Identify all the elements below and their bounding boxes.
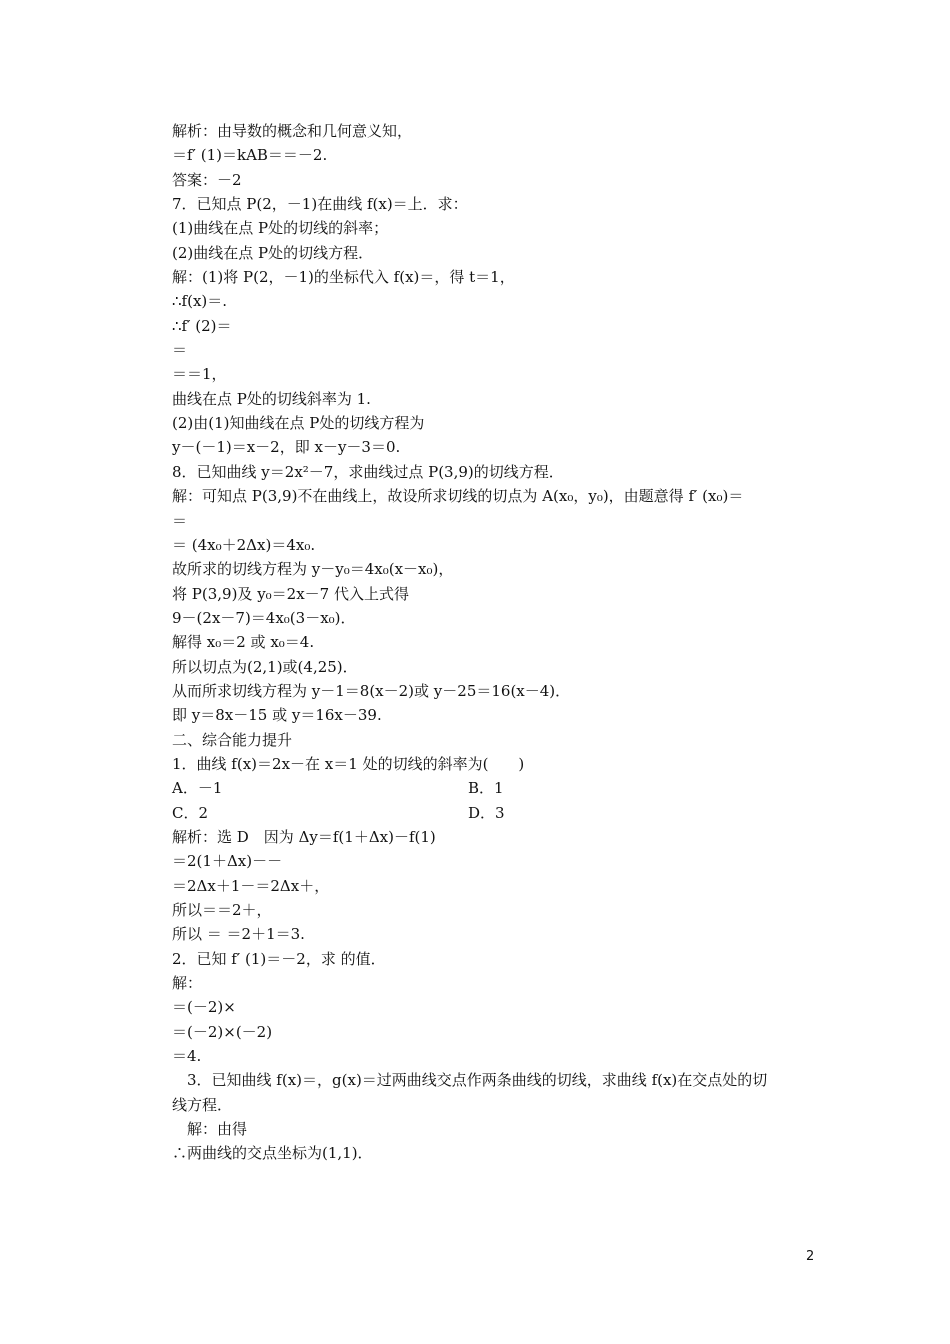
text-line: 将 P(3,9)及 y₀＝2x－7 代入上式得	[172, 584, 409, 603]
text-line: ∴f′ (2)＝	[172, 316, 232, 335]
option-a: A．－1	[172, 779, 223, 798]
text-line: ＝4.	[172, 1047, 202, 1066]
text-line: ＝(－2)×	[172, 998, 236, 1017]
text-line: ∴f(x)＝.	[172, 292, 228, 311]
page-number: 2	[806, 1249, 815, 1264]
text-line: 所以切点为(2,1)或(4,25)．	[172, 657, 358, 676]
text-line: ＝	[172, 511, 188, 530]
text-line: 解：	[172, 974, 203, 993]
text-line: ＝f′ (1)＝kAB＝＝－2.	[172, 146, 328, 165]
text-line: ＝2Δx＋1－＝2Δx＋，	[172, 876, 330, 895]
option-c: C．2	[172, 803, 209, 822]
text-line: 所以＝＝2＋，	[172, 901, 272, 919]
text-line: 解析：选 D 因为 Δy＝f(1＋Δx)－f(1)	[172, 827, 436, 846]
question-1: 1．曲线 f(x)＝2x－在 x＝1 处的切线的斜率为( )	[172, 754, 525, 773]
options-row-1	[172, 776, 822, 800]
section-heading: 二、综合能力提升	[172, 730, 293, 749]
text-line: ＝	[172, 341, 188, 360]
text-line: ∴两曲线的交点坐标为(1,1)．	[172, 1144, 373, 1163]
text-line: 解：由得	[172, 1120, 248, 1139]
text-line: 解析：由导数的概念和几何意义知，	[172, 122, 413, 140]
text-line: 答案：－2	[172, 170, 242, 189]
problem-8-title: 8．已知曲线 y＝2x²－7，求曲线过点 P(3,9)的切线方程．	[172, 462, 564, 481]
text-line: (2)由(1)知曲线在点 P处的切线方程为	[172, 414, 425, 433]
option-b: B．1	[468, 779, 504, 798]
page-content	[172, 119, 822, 1166]
question-2: 2．已知 f′ (1)＝－2，求 的值．	[172, 949, 386, 968]
question-3: 3．已知曲线 f(x)＝，g(x)＝过两曲线交点作两条曲线的切线，求曲线 f(x)在交点处的切	[172, 1071, 768, 1090]
text-line: (1)曲线在点 P处的切线的斜率；	[172, 219, 389, 238]
text-line: ＝2(1＋Δx)－－	[172, 852, 283, 871]
text-line: ＝ (4x₀＋2Δx)＝4x₀.	[172, 535, 316, 554]
problem-7-title: 7．已知点 P(2，－1)在曲线 f(x)＝上．求：	[172, 195, 468, 214]
text-line: 故所求的切线方程为 y－y₀＝4x₀(x－x₀)，	[172, 560, 454, 579]
text-line: 线方程．	[172, 1095, 233, 1114]
text-line: (2)曲线在点 P处的切线方程．	[172, 243, 374, 262]
text-line: y－(－1)＝x－2，即 x－y－3＝0.	[172, 438, 401, 457]
options-row-2	[172, 801, 822, 825]
text-line: 所以 ＝ ＝2＋1＝3.	[172, 925, 305, 944]
text-line: 9－(2x－7)＝4x₀(3－x₀)．	[172, 608, 356, 627]
text-line: 曲线在点 P处的切线斜率为 1.	[172, 389, 371, 408]
text-line: ＝＝1，	[172, 365, 227, 384]
text-line: 解：(1)将 P(2，－1)的坐标代入 f(x)＝，得 t＝1，	[172, 268, 515, 287]
text-line: 解得 x₀＝2 或 x₀＝4.	[172, 633, 315, 652]
text-line: 即 y＝8x－15 或 y＝16x－39.	[172, 706, 382, 725]
option-d: D．3	[468, 803, 505, 822]
text-line: 解：可知点 P(3,9)不在曲线上，故设所求切线的切点为 A(x₀，y₀)，由题意得 f′ (x₀)＝	[172, 487, 744, 506]
text-line: ＝(－2)×(－2)	[172, 1022, 273, 1041]
text-line: 从而所求切线方程为 y－1＝8(x－2)或 y－25＝16(x－4)．	[172, 681, 571, 700]
